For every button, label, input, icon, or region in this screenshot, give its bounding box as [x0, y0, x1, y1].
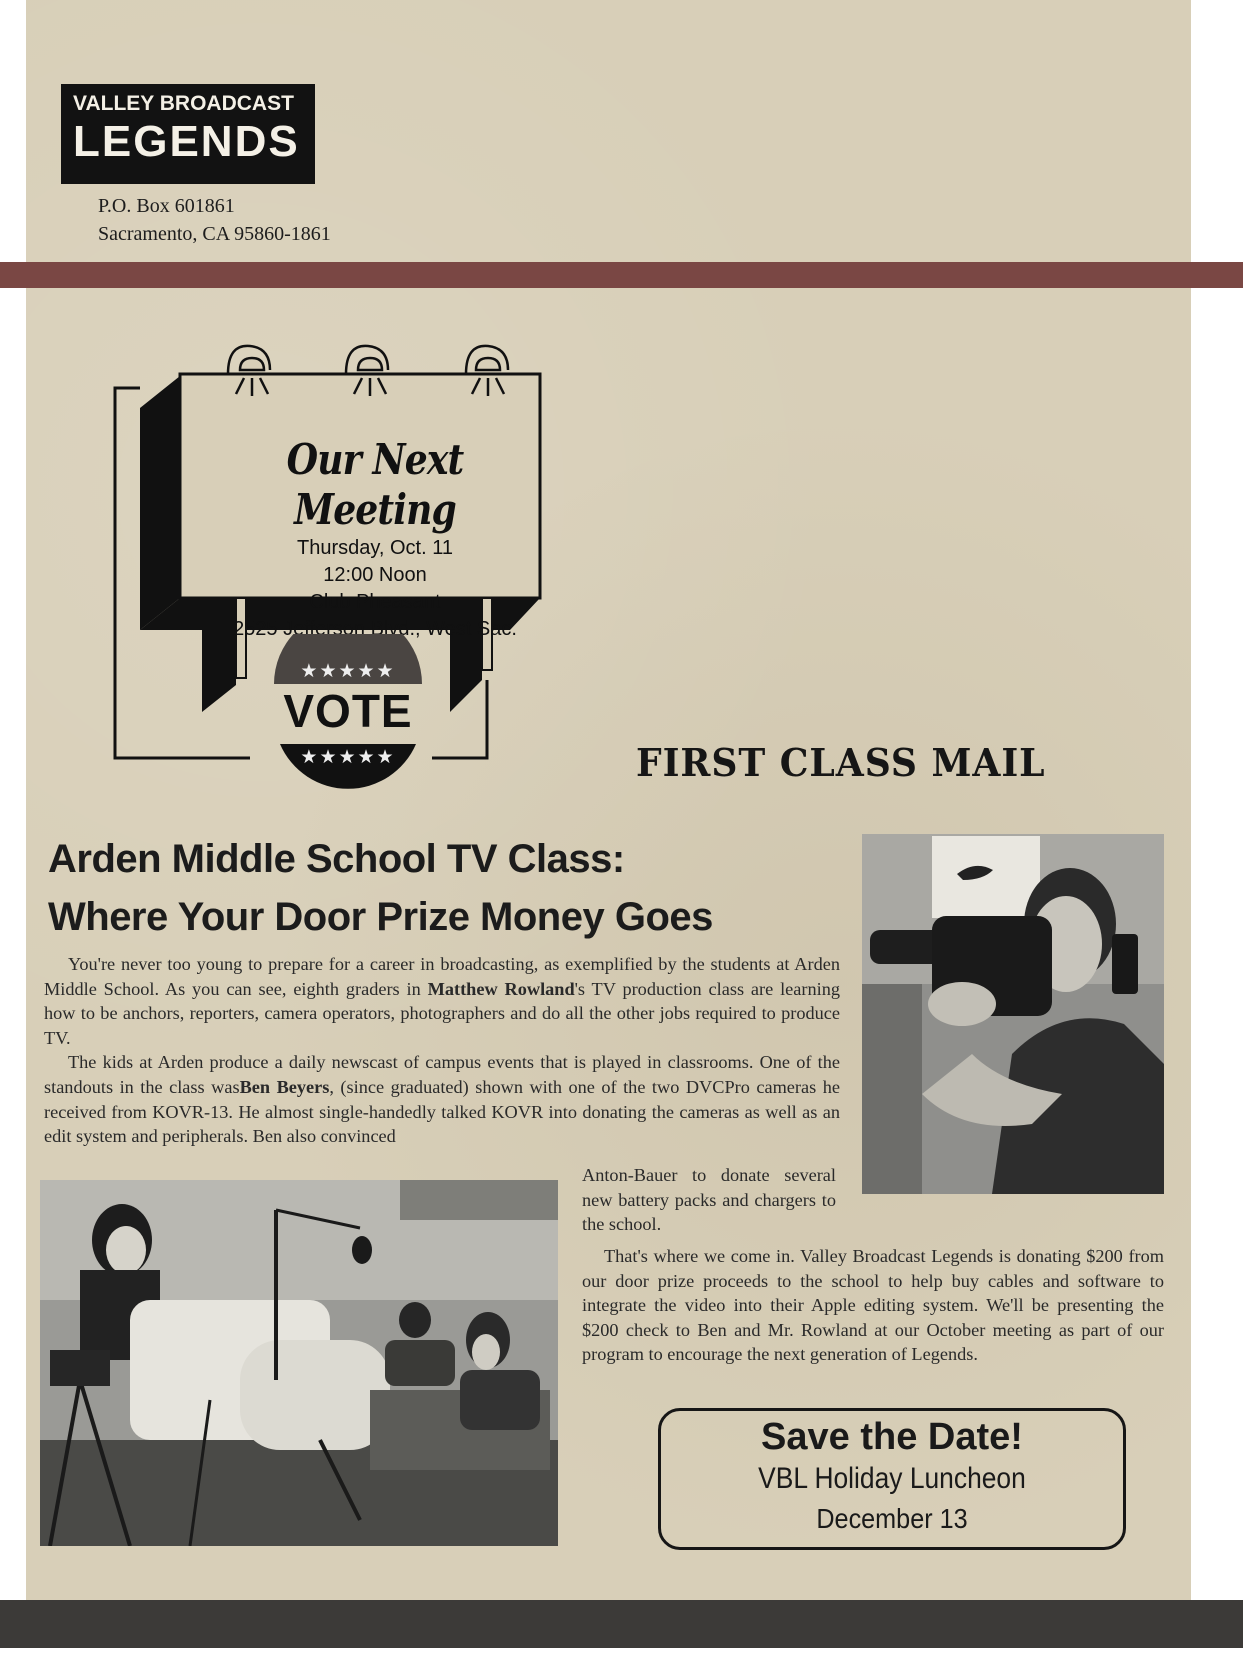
- address-line1: P.O. Box 601861: [98, 195, 235, 217]
- article-headline: [48, 830, 713, 946]
- next-meeting-sign: [180, 435, 570, 643]
- meeting-title: Our Next Meeting: [286, 435, 464, 534]
- mailing-address: [98, 192, 331, 248]
- meeting-venue: Club Pheasant: [309, 591, 441, 613]
- vbl-logo: [61, 84, 315, 184]
- article-body-column: [44, 952, 840, 1149]
- top-color-band: [0, 262, 1243, 288]
- vote-stars-bottom: ★★★★★: [300, 746, 396, 768]
- save-the-date-box: [658, 1408, 1126, 1550]
- article-continuation: [582, 1163, 836, 1237]
- article-paragraph-3: That's where we come in. Valley Broadcast Legends is donating $200 from our door prize proceeds to the school to help buy cables and software to integrate the video into their Apple editing system. We'll be presenting the $200 check to Ben and Mr. Rowland at our October meeting as part of our program to encourage the next generation of Legends.: [582, 1246, 1164, 1365]
- bottom-color-band: [0, 1600, 1243, 1648]
- meeting-street: 2525 Jefferson Blvd., West Sac.: [233, 618, 517, 640]
- first-class-mail-label: FIRST CLASS MAIL: [636, 740, 1046, 785]
- logo-line1: VALLEY BROADCAST: [73, 92, 294, 115]
- logo-line2: LEGENDS: [73, 117, 300, 166]
- vote-word: VOTE: [283, 685, 413, 737]
- address-line2: Sacramento, CA 95860-1861: [98, 223, 331, 245]
- article-paragraph-1: You're never too young to prepare for a career in broadcasting, as exemplified by the students at Arden Middle School. As you can see, eighth graders in Matthew Rowland's TV production class are learning how to be anchors, reporters, camera operators, photographers and do all the other jobs required to produce TV.: [44, 954, 840, 1048]
- save-the-date-heading: Save the Date!: [761, 1416, 1023, 1458]
- vote-stars-top: ★★★★★: [300, 660, 396, 682]
- meeting-date: Thursday, Oct. 11: [297, 537, 453, 559]
- article-paragraph-2-end: Anton-Bauer to donate several new battery packs and chargers to the school.: [582, 1165, 836, 1235]
- headline-line2: Where Your Door Prize Money Goes: [48, 895, 713, 939]
- headline-line1: Arden Middle School TV Class:: [48, 837, 625, 881]
- student-name: Ben Beyers: [239, 1076, 330, 1097]
- meeting-time: 12:00 Noon: [323, 564, 427, 586]
- student-camera-photo: [862, 834, 1164, 1194]
- article-paragraph-3-block: [582, 1244, 1164, 1367]
- save-the-date-date: December 13: [816, 1503, 968, 1534]
- teacher-name: Matthew Rowland: [427, 978, 575, 999]
- classroom-photo: [40, 1180, 558, 1546]
- save-the-date-event: VBL Holiday Luncheon: [758, 1462, 1026, 1495]
- article-paragraph-2: The kids at Arden produce a daily newscast of campus events that is played in classrooms. One of the standouts in the class wasBen Beyers, (since graduated) shown with one of the two DVCPro cameras he received from KOVR-13. He almost single-handedly talked KOVR into donating the cameras as well as an edit system and peripherals. Ben also convinced: [44, 1052, 840, 1147]
